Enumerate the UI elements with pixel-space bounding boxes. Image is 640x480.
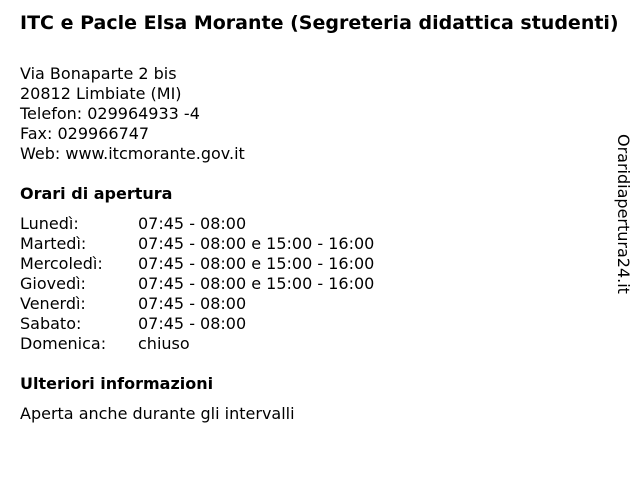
address-fax: Fax: 029966747 [20,124,150,143]
further-info-text: Aperta anche durante gli intervalli [20,404,295,423]
hours-time: 07:45 - 08:00 [138,294,247,313]
hours-day: Martedì: [20,234,87,253]
hours-day: Domenica: [20,334,107,353]
hours-time: 07:45 - 08:00 e 15:00 - 16:00 [138,274,375,293]
address-block [20,64,245,164]
opening-hours-heading: Orari di apertura [20,184,173,203]
hours-time: 07:45 - 08:00 [138,314,247,333]
hours-day: Sabato: [20,314,82,333]
further-info-heading: Ulteriori informazioni [20,374,214,393]
hours-time: chiuso [138,334,190,353]
address-street: Via Bonaparte 2 bis [20,64,177,83]
hours-day: Mercoledì: [20,254,103,273]
hours-day: Giovedì: [20,274,86,293]
address-web: Web: www.itcmorante.gov.it [20,144,245,163]
hours-time: 07:45 - 08:00 [138,214,247,233]
page-title: ITC e Pacle Elsa Morante (Segreteria didattica studenti) [20,12,619,34]
hours-day: Lunedì: [20,214,79,233]
hours-day: Venerdì: [20,294,86,313]
hours-time: 07:45 - 08:00 e 15:00 - 16:00 [138,254,375,273]
hours-time: 07:45 - 08:00 e 15:00 - 16:00 [138,234,375,253]
site-watermark: Oraridiapertura24.it [614,134,633,294]
address-city: 20812 Limbiate (MI) [20,84,182,103]
address-phone: Telefon: 029964933 -4 [20,104,200,123]
